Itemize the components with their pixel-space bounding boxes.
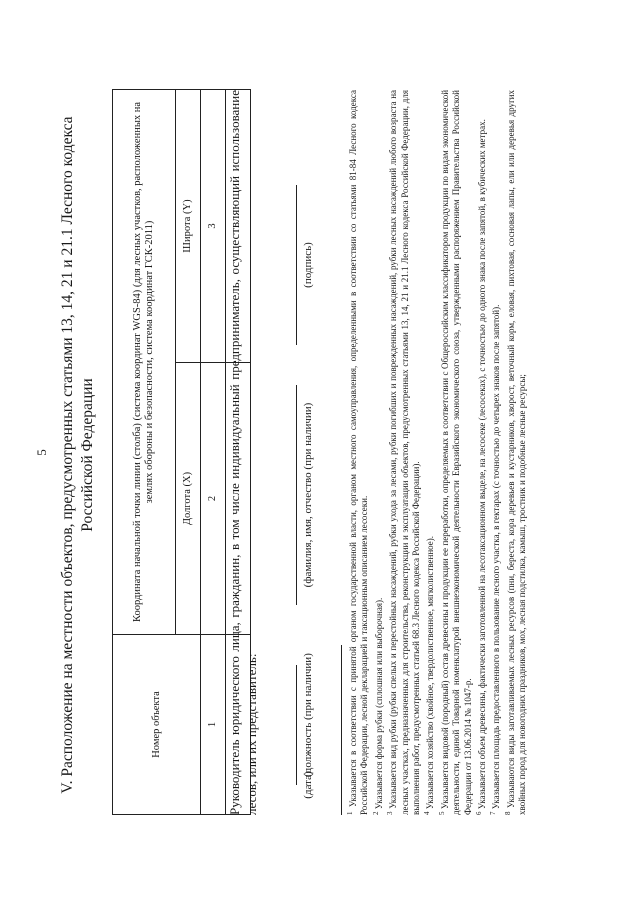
name-line <box>296 385 297 605</box>
footnote: $^5$ Указывается видовой (породный) состав древесины и продукции ее переработки, определяемых в соответствии с Общероссийским классификатором продукции по видам экономической деятельности, единой Товарной номенклатурой внешнеэкономической деятельности Евразийского экономического союза, утвержденными распоряжением Правительства Российской Федерации от 13.06.2014 № 1047-р. <box>437 89 473 815</box>
footnote: $^4$ Указывается хозяйство (хвойное, твердолиственное, мягколиственное). <box>423 535 436 815</box>
footnote-separator <box>341 645 342 815</box>
position-caption: (должность (при наличии) <box>302 653 314 777</box>
header-longitude: Долгота (X) <box>176 363 201 635</box>
header-latitude: Широта (Y) <box>176 90 201 363</box>
footnotes <box>345 90 529 815</box>
footnote: $^8$ Указываются виды заготавливаемых лесных ресурсов (пни, береста, кора деревьев и кустарников, хворост, веточный корм, еловая, пихтовая, сосновая лапы, ели или деревья других хвойных пород для новогодних праздников, мох, лесная подстилка, камыш, тростник и подобные лесные ресурсы; <box>503 90 528 815</box>
column-number-2: 2 <box>201 363 226 635</box>
signature-caption: (подпись) <box>302 242 314 288</box>
date-caption: (дата) <box>302 771 314 799</box>
column-number-1: 1 <box>201 635 226 815</box>
header-coordinates: Координата начальной точки линии (столба) (система координат WGS-84) (для лесных участков, расположенных на землях обороны и безопасности, система координат ГСК-2011) <box>113 90 176 635</box>
footnote: $^6$ Указывается объем древесины, фактически заготовленной на лесотаксационном выделе, на лесосеке (лесосеках), с точностью до одного знака после запятой, в кубических метрах. <box>475 119 488 815</box>
footnote: $^1$ Указывается в соответствии с принятой органом государственной власти, органом местного самоуправления, определенными в соответствии со статьями 81-84 Лесного кодекса Российской Федерации, лесной декларацией и таксационным описанием лесосеки. <box>346 89 370 815</box>
name-caption: (фамилия, имя, отчество (при наличии) <box>302 402 314 588</box>
position-line <box>296 665 297 785</box>
page-number: 5 <box>34 449 49 456</box>
footnote: $^7$ Указывается площадь предоставленного в пользование лесного участка, в гектарах (с точностью до четырех знаков после запятой). <box>489 304 502 815</box>
leader-statement: Руководитель юридического лица, гражданин, в том числе индивидуальный предприниматель, осуществляющий использование лесов, или их представитель: <box>227 90 259 815</box>
footnote: $^3$ Указывается вид рубки (рубки спелых и перестойных насаждений, рубки ухода за лесами, рубки погибших и поврежденных насаждений, рубки лесных насаждений любого возраста на лесных участках, предназначенных для строительства, реконструкции и эксплуатации объектов, предусмотренных статьями 13, 14, 21 и 21.1 Лесного кодекса Российской Федерации, для выполнения работ, предусмотренных статьей 68.3 Лесного кодекса Российской Федерации). <box>386 90 422 815</box>
section-title: V. Расположение на местности объектов, предусмотренных статьями 13, 14, 21 и 21.1 Лесного кодекса Российской Федерации <box>59 116 96 794</box>
signature-line <box>296 185 297 345</box>
column-number-3: 3 <box>201 90 226 363</box>
header-object-number: Номер объекта <box>113 635 201 815</box>
footnote: $^2$ Указывается форма рубки (сплошная или выборочная). <box>371 597 384 815</box>
